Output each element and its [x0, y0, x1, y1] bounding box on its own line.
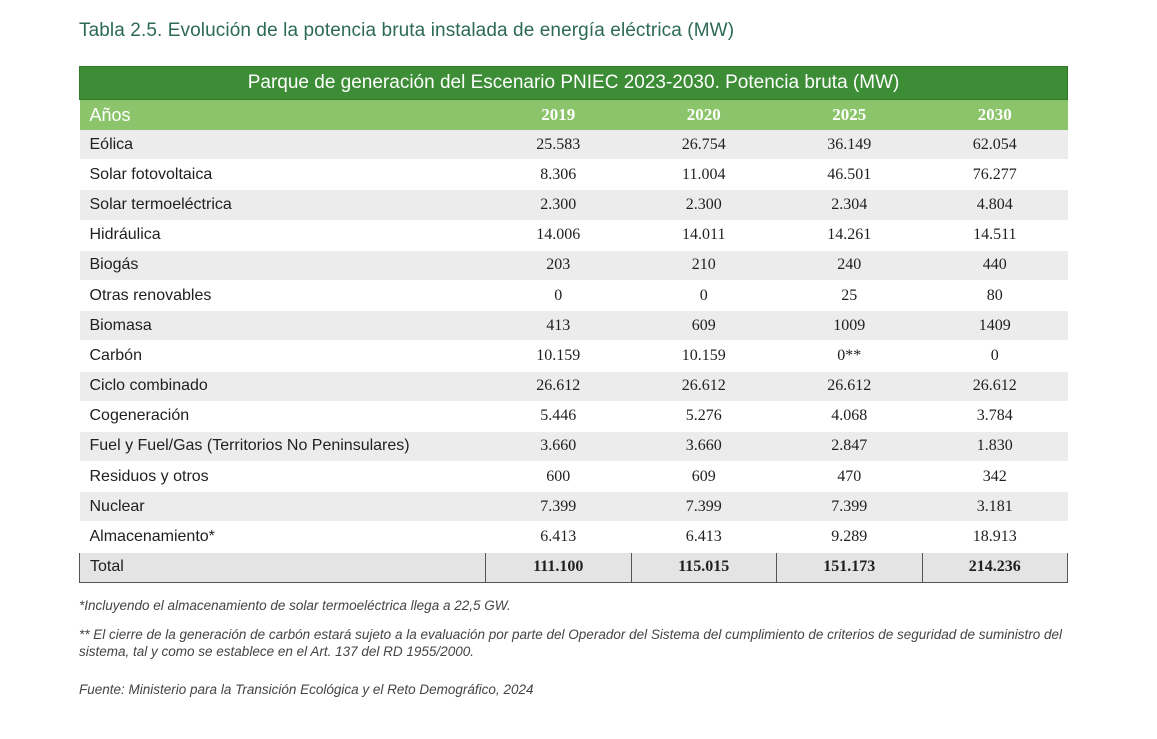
total-value: 111.100: [486, 552, 632, 582]
cell-value: 7.399: [631, 492, 777, 522]
table-row: [80, 462, 1068, 492]
cell-value: 26.612: [486, 371, 632, 401]
cell-value: 2.300: [631, 190, 777, 220]
cell-value: 14.011: [631, 220, 777, 250]
cell-value: 8.306: [486, 160, 632, 190]
generation-table: [79, 66, 1068, 583]
cell-value: 5.446: [486, 401, 632, 431]
cell-value: 609: [631, 311, 777, 341]
cell-value: 3.181: [922, 492, 1068, 522]
cell-value: 2.300: [486, 190, 632, 220]
cell-value: 0**: [777, 341, 923, 371]
total-value: 214.236: [922, 552, 1068, 582]
row-label: Nuclear: [80, 492, 486, 522]
table-row: [80, 130, 1068, 160]
cell-value: 1.830: [922, 431, 1068, 461]
cell-value: 46.501: [777, 160, 923, 190]
table-row: [80, 341, 1068, 371]
cell-value: 14.006: [486, 220, 632, 250]
source-note: Fuente: Ministerio para la Transición Ecológica y el Reto Demográfico, 2024: [79, 682, 534, 697]
cell-value: 25: [777, 280, 923, 310]
years-header-row: [80, 100, 1068, 131]
total-value: 115.015: [631, 552, 777, 582]
cell-value: 14.261: [777, 220, 923, 250]
year-header: 2019: [486, 100, 632, 131]
table-row: [80, 492, 1068, 522]
cell-value: 80: [922, 280, 1068, 310]
row-label: Solar fotovoltaica: [80, 160, 486, 190]
table-banner: Parque de generación del Escenario PNIEC 2023-2030. Potencia bruta (MW): [80, 67, 1068, 100]
cell-value: 0: [486, 280, 632, 310]
cell-value: 240: [777, 250, 923, 280]
footnote-storage: *Incluyendo el almacenamiento de solar termoeléctrica llega a 22,5 GW.: [79, 598, 511, 613]
cell-value: 26.754: [631, 130, 777, 160]
row-label: Carbón: [80, 341, 486, 371]
cell-value: 342: [922, 462, 1068, 492]
row-label: Ciclo combinado: [80, 371, 486, 401]
cell-value: 1009: [777, 311, 923, 341]
row-label: Biomasa: [80, 311, 486, 341]
cell-value: 440: [922, 250, 1068, 280]
cell-value: 4.804: [922, 190, 1068, 220]
table-caption: Tabla 2.5. Evolución de la potencia bruta instalada de energía eléctrica (MW): [79, 20, 735, 41]
cell-value: 7.399: [486, 492, 632, 522]
table-row: [80, 220, 1068, 250]
row-label: Almacenamiento*: [80, 522, 486, 552]
cell-value: 1409: [922, 311, 1068, 341]
cell-value: 6.413: [486, 522, 632, 552]
row-label: Hidráulica: [80, 220, 486, 250]
cell-value: 14.511: [922, 220, 1068, 250]
cell-value: 26.612: [922, 371, 1068, 401]
cell-value: 3.660: [631, 431, 777, 461]
cell-value: 9.289: [777, 522, 923, 552]
cell-value: 62.054: [922, 130, 1068, 160]
row-label: Eólica: [80, 130, 486, 160]
cell-value: 3.784: [922, 401, 1068, 431]
cell-value: 26.612: [631, 371, 777, 401]
table-row: [80, 401, 1068, 431]
table-row: [80, 522, 1068, 552]
cell-value: 210: [631, 250, 777, 280]
table-row: [80, 250, 1068, 280]
cell-value: 6.413: [631, 522, 777, 552]
cell-value: 609: [631, 462, 777, 492]
cell-value: 4.068: [777, 401, 923, 431]
row-label: Biogás: [80, 250, 486, 280]
total-value: 151.173: [777, 552, 923, 582]
cell-value: 7.399: [777, 492, 923, 522]
cell-value: 11.004: [631, 160, 777, 190]
table-row: [80, 431, 1068, 461]
table-row: [80, 160, 1068, 190]
row-label: Fuel y Fuel/Gas (Territorios No Peninsulares): [80, 431, 486, 461]
year-header: 2030: [922, 100, 1068, 131]
row-label: Cogeneración: [80, 401, 486, 431]
cell-value: 76.277: [922, 160, 1068, 190]
table-row: [80, 371, 1068, 401]
cell-value: 3.660: [486, 431, 632, 461]
cell-value: 203: [486, 250, 632, 280]
row-label: Solar termoeléctrica: [80, 190, 486, 220]
cell-value: 470: [777, 462, 923, 492]
table-row: [80, 280, 1068, 310]
cell-value: 10.159: [486, 341, 632, 371]
cell-value: 18.913: [922, 522, 1068, 552]
cell-value: 26.612: [777, 371, 923, 401]
cell-value: 413: [486, 311, 632, 341]
cell-value: 2.304: [777, 190, 923, 220]
cell-value: 600: [486, 462, 632, 492]
cell-value: 5.276: [631, 401, 777, 431]
table-banner-row: [80, 67, 1068, 100]
cell-value: 0: [631, 280, 777, 310]
year-header: 2020: [631, 100, 777, 131]
table-row: [80, 311, 1068, 341]
row-label: Otras renovables: [80, 280, 486, 310]
cell-value: 25.583: [486, 130, 632, 160]
table-row: [80, 190, 1068, 220]
total-row: [80, 552, 1068, 582]
total-label: Total: [80, 552, 486, 582]
cell-value: 10.159: [631, 341, 777, 371]
row-label: Residuos y otros: [80, 462, 486, 492]
cell-value: 2.847: [777, 431, 923, 461]
years-label: Años: [80, 100, 486, 131]
year-header: 2025: [777, 100, 923, 131]
cell-value: 36.149: [777, 130, 923, 160]
footnote-coal: ** El cierre de la generación de carbón estará sujeto a la evaluación por parte del Operador del Sistema del cumplimiento de criterios de seguridad de suministro del sistema, tal y como se establece en el Art. 137 del RD 1955/2000.: [79, 627, 1063, 659]
cell-value: 0: [922, 341, 1068, 371]
